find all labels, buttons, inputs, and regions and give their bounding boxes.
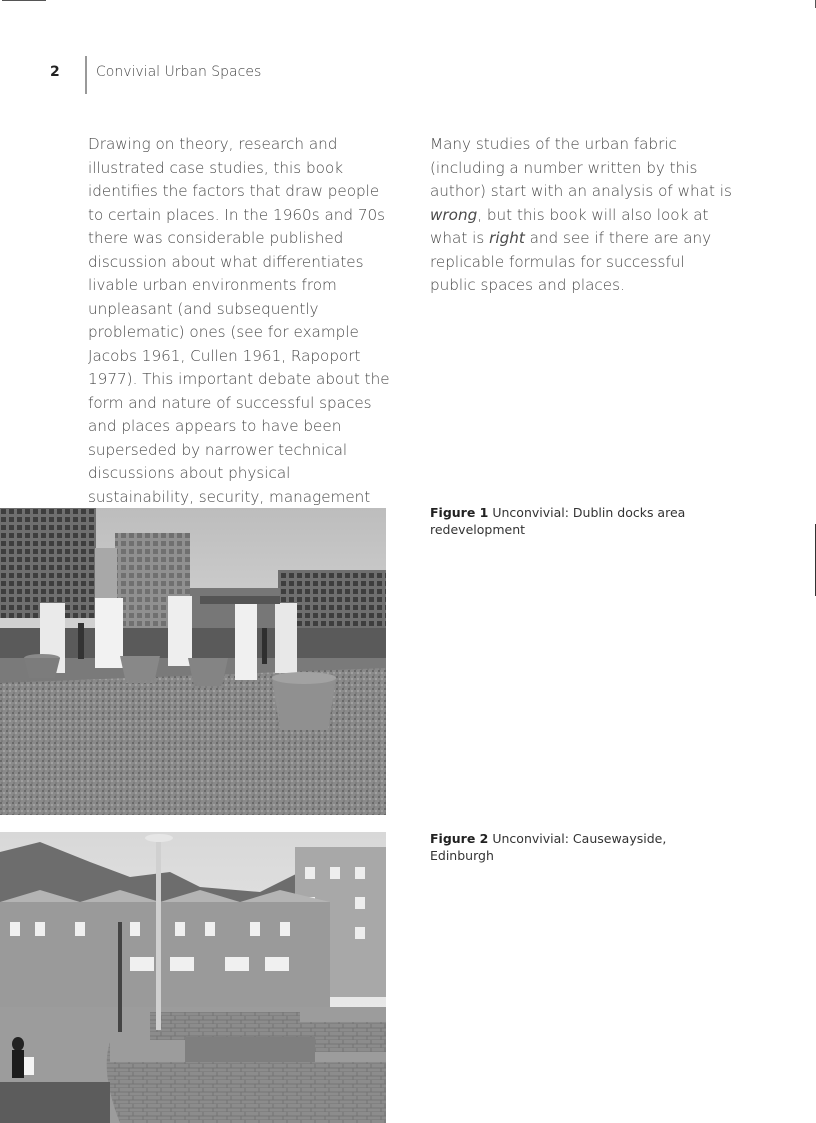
running-title: Convivial Urban Spaces <box>96 64 262 80</box>
dublin-docks-image <box>0 508 386 815</box>
body-column-right <box>430 133 735 298</box>
figure-caption-text: Unconvivial: Causewayside, Edinburgh <box>430 831 667 863</box>
figure-label: Figure 2 <box>430 831 489 846</box>
figure-1-caption <box>430 504 690 538</box>
body-paragraph <box>430 133 735 298</box>
page-number: 2 <box>50 64 60 80</box>
emphasis-right: right <box>489 229 525 247</box>
figure-2-caption <box>430 830 730 864</box>
figure-1-photo <box>0 508 386 815</box>
crop-mark-left <box>2 0 46 1</box>
body-column-left <box>88 133 393 533</box>
text-run: , but this book will also look at what is <box>430 205 709 247</box>
text-run: Many studies of the urban fabric (including a number written by this author) start with an analysis of what is <box>430 135 732 200</box>
causewayside-image <box>0 832 386 1123</box>
figure-label: Figure 1 <box>430 505 489 520</box>
body-paragraph: Drawing on theory, research and illustrated case studies, this book identifies the factors that draw people to certain places. In the 1960s and 70s there was considerable published discussion about what differentiates livable urban environments from unpleasant (and subsequently problematic) ones (see for example Jacobs 1961, Cullen 1961, Rapoport 1977). This important debate about the form and nature of successful spaces and places appears to have been superseded by narrower technical discussions about physical sustainability, security, management <box>88 135 390 506</box>
text-run: and see if there are any replicable formulas for successful public spaces and places. <box>430 229 712 294</box>
emphasis-wrong: wrong <box>430 205 478 224</box>
figure-2-photo <box>0 832 386 1123</box>
figure-caption-text: Unconvivial: Dublin docks area redevelopment <box>430 505 686 537</box>
header-divider <box>85 56 87 94</box>
